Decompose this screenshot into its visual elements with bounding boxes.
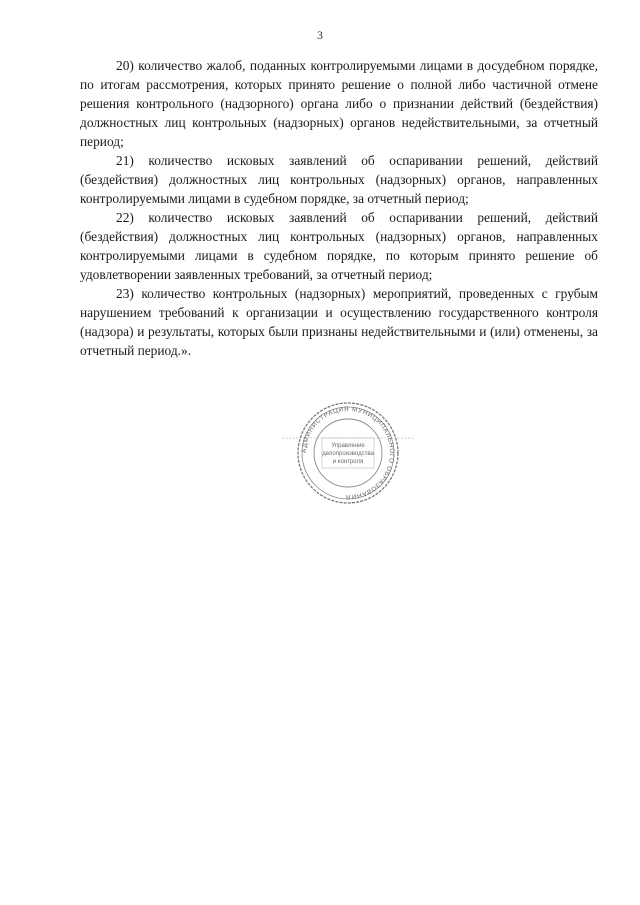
paragraph-20: 20) количество жалоб, поданных контролируемыми лицами в досудебном порядке, по итогам рассмотрения, которых принято решение о полной либо частичной отмене решения контрольного (надзорного) органа либо о признании действий (бездействия) должностных лиц контрольных (надзорных) органов недействительными, за отчетный период; bbox=[80, 58, 598, 149]
paragraph-23: 23) количество контрольных (надзорных) мероприятий, проведенных с грубым нарушением требований к организации и осуществлению государственного контроля (надзора) и результаты, которых были признаны недействительными и (или) отменены, за отчетный период.». bbox=[80, 286, 598, 358]
page-number: 3 bbox=[317, 28, 323, 42]
stamp-center-line-3: и контроля bbox=[332, 459, 364, 465]
paragraph-22: 22) количество исковых заявлений об оспаривании решений, действий (бездействия) должностных лиц контрольных (надзорных) органов, направленных контролируемыми лицами в судебном порядке, по которым принято решение об удовлетворении заявленных требований, за отчетный период; bbox=[80, 210, 598, 282]
official-stamp bbox=[282, 398, 414, 508]
stamp-center-line-1: Управление bbox=[331, 443, 365, 449]
stamp-center-line-2: делопроизводства bbox=[322, 451, 374, 457]
document-body bbox=[80, 56, 598, 360]
stamp-ring-text: АДМИНИСТРАЦИЯ МУНИЦИПАЛЬНОГО ОБРАЗОВАНИЯ bbox=[300, 405, 396, 501]
paragraph-21: 21) количество исковых заявлений об оспаривании решений, действий (бездействия) должностных лиц контрольных (надзорных) органов, направленных контролируемыми лицами в судебном порядке, за отчетный период; bbox=[80, 153, 598, 206]
stamp-seal-graphic bbox=[282, 398, 414, 508]
